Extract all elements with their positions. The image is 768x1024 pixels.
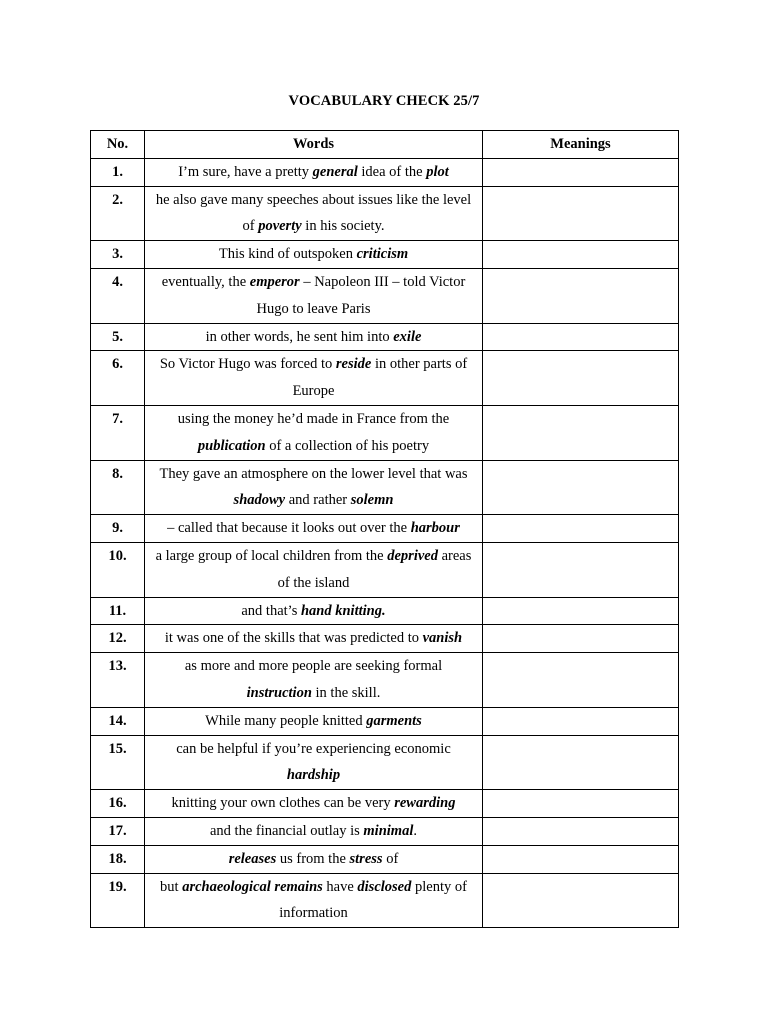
vocabulary-keyword: hardship bbox=[286, 767, 341, 784]
context-text: it was one of the skills that was predicted to bbox=[164, 630, 423, 647]
word-context-cell bbox=[145, 790, 483, 818]
vocabulary-keyword: stress bbox=[349, 850, 383, 867]
row-number: 11. bbox=[91, 597, 145, 625]
meaning-cell[interactable] bbox=[483, 351, 679, 406]
context-text: and that’s bbox=[241, 602, 301, 619]
meaning-cell[interactable] bbox=[483, 268, 679, 323]
row-number: 4. bbox=[91, 268, 145, 323]
table-row bbox=[91, 873, 679, 928]
meaning-cell[interactable] bbox=[483, 735, 679, 790]
word-context-cell bbox=[145, 268, 483, 323]
meaning-cell[interactable] bbox=[483, 817, 679, 845]
context-text: . bbox=[413, 822, 417, 839]
vocabulary-keyword: reside bbox=[335, 356, 372, 373]
vocabulary-keyword: deprived bbox=[387, 547, 438, 564]
row-number: 14. bbox=[91, 707, 145, 735]
context-text: in the skill. bbox=[311, 684, 381, 701]
context-text: eventually, the bbox=[161, 273, 250, 290]
context-text: have bbox=[322, 878, 358, 895]
vocabulary-keyword: harbour bbox=[410, 520, 460, 537]
vocabulary-keyword: plot bbox=[426, 163, 449, 180]
context-text: areas of the island bbox=[277, 547, 472, 591]
meaning-cell[interactable] bbox=[483, 845, 679, 873]
word-context-cell bbox=[145, 817, 483, 845]
vocabulary-keyword: solemn bbox=[350, 492, 394, 509]
vocabulary-keyword: exile bbox=[393, 328, 422, 345]
table-row bbox=[91, 817, 679, 845]
table-row bbox=[91, 515, 679, 543]
table-row bbox=[91, 790, 679, 818]
context-text: in his society. bbox=[301, 218, 385, 235]
meaning-cell[interactable] bbox=[483, 323, 679, 351]
context-text: in other parts of Europe bbox=[292, 356, 468, 400]
context-text: So Victor Hugo was forced to bbox=[159, 356, 336, 373]
meaning-cell[interactable] bbox=[483, 625, 679, 653]
table-row bbox=[91, 351, 679, 406]
table-row bbox=[91, 268, 679, 323]
meaning-cell[interactable] bbox=[483, 542, 679, 597]
row-number: 12. bbox=[91, 625, 145, 653]
table-row bbox=[91, 460, 679, 515]
row-number: 16. bbox=[91, 790, 145, 818]
context-text: can be helpful if you’re experiencing economic bbox=[176, 740, 451, 757]
row-number: 9. bbox=[91, 515, 145, 543]
table-row bbox=[91, 323, 679, 351]
word-context-cell bbox=[145, 735, 483, 790]
row-number: 17. bbox=[91, 817, 145, 845]
vocabulary-keyword: archaeological remains bbox=[182, 878, 323, 895]
context-text: of a collection of his poetry bbox=[265, 437, 430, 454]
row-number: 1. bbox=[91, 158, 145, 186]
vocabulary-keyword: general bbox=[312, 163, 358, 180]
table-header-row bbox=[91, 131, 679, 159]
context-text: of bbox=[382, 850, 399, 867]
word-context-cell bbox=[145, 460, 483, 515]
table-row bbox=[91, 597, 679, 625]
table-row bbox=[91, 241, 679, 269]
context-text: I’m sure, have a pretty bbox=[178, 163, 313, 180]
row-number: 5. bbox=[91, 323, 145, 351]
word-context-cell bbox=[145, 707, 483, 735]
vocabulary-keyword: minimal bbox=[363, 822, 414, 839]
context-text: They gave an atmosphere on the lower level that was bbox=[159, 465, 468, 482]
row-number: 18. bbox=[91, 845, 145, 873]
meaning-cell[interactable] bbox=[483, 707, 679, 735]
word-context-cell bbox=[145, 625, 483, 653]
meaning-cell[interactable] bbox=[483, 460, 679, 515]
meaning-cell[interactable] bbox=[483, 241, 679, 269]
meaning-cell[interactable] bbox=[483, 873, 679, 928]
meaning-cell[interactable] bbox=[483, 790, 679, 818]
vocabulary-table bbox=[90, 130, 679, 928]
row-number: 10. bbox=[91, 542, 145, 597]
word-context-cell bbox=[145, 542, 483, 597]
meaning-cell[interactable] bbox=[483, 597, 679, 625]
word-context-cell bbox=[145, 405, 483, 460]
word-context-cell bbox=[145, 515, 483, 543]
word-context-cell bbox=[145, 845, 483, 873]
meaning-cell[interactable] bbox=[483, 515, 679, 543]
table-row bbox=[91, 542, 679, 597]
meaning-cell[interactable] bbox=[483, 405, 679, 460]
vocabulary-keyword: rewarding bbox=[394, 795, 456, 812]
vocabulary-keyword: disclosed bbox=[357, 878, 412, 895]
context-text: and rather bbox=[285, 492, 351, 509]
table-row bbox=[91, 186, 679, 241]
vocabulary-keyword: garments bbox=[366, 712, 422, 729]
context-text: knitting your own clothes can be very bbox=[171, 795, 395, 812]
context-text: a large group of local children from the bbox=[155, 547, 388, 564]
meaning-cell[interactable] bbox=[483, 186, 679, 241]
row-number: 6. bbox=[91, 351, 145, 406]
vocabulary-keyword: instruction bbox=[246, 684, 312, 701]
table-body bbox=[91, 158, 679, 927]
row-number: 3. bbox=[91, 241, 145, 269]
context-text: he also gave many speeches about issues like the level of bbox=[155, 191, 472, 235]
context-text: us from the bbox=[276, 850, 350, 867]
word-context-cell bbox=[145, 873, 483, 928]
table-row bbox=[91, 735, 679, 790]
vocabulary-keyword: releases bbox=[228, 850, 277, 867]
table-row bbox=[91, 625, 679, 653]
word-context-cell bbox=[145, 158, 483, 186]
row-number: 13. bbox=[91, 653, 145, 708]
table-row bbox=[91, 845, 679, 873]
table-row bbox=[91, 405, 679, 460]
table-row bbox=[91, 707, 679, 735]
vocabulary-keyword: criticism bbox=[356, 246, 409, 263]
context-text: – Napoleon III – told Victor Hugo to leave Paris bbox=[256, 273, 466, 317]
vocabulary-keyword: publication bbox=[197, 437, 266, 454]
context-text: but bbox=[160, 878, 183, 895]
context-text: and the financial outlay is bbox=[209, 822, 364, 839]
word-context-cell bbox=[145, 323, 483, 351]
context-text: using the money he’d made in France from the bbox=[177, 410, 450, 427]
row-number: 19. bbox=[91, 873, 145, 928]
word-context-cell bbox=[145, 241, 483, 269]
context-text: in other words, he sent him into bbox=[205, 328, 394, 345]
context-text: as more and more people are seeking formal bbox=[184, 658, 443, 675]
word-context-cell bbox=[145, 597, 483, 625]
context-text: idea of the bbox=[357, 163, 427, 180]
context-text: plenty of information bbox=[279, 878, 467, 922]
context-text: – called that because it looks out over the bbox=[167, 520, 411, 537]
vocabulary-keyword: hand knitting. bbox=[300, 602, 386, 619]
vocabulary-keyword: emperor bbox=[249, 273, 300, 290]
word-context-cell bbox=[145, 653, 483, 708]
context-text: This kind of outspoken bbox=[218, 246, 357, 263]
header-meanings: Meanings bbox=[483, 131, 679, 159]
word-context-cell bbox=[145, 186, 483, 241]
vocabulary-keyword: vanish bbox=[422, 630, 463, 647]
row-number: 15. bbox=[91, 735, 145, 790]
page-title: VOCABULARY CHECK 25/7 bbox=[288, 93, 480, 109]
row-number: 2. bbox=[91, 186, 145, 241]
header-words: Words bbox=[145, 131, 483, 159]
row-number: 7. bbox=[91, 405, 145, 460]
header-no: No. bbox=[91, 131, 145, 159]
row-number: 8. bbox=[91, 460, 145, 515]
table-row bbox=[91, 158, 679, 186]
word-context-cell bbox=[145, 351, 483, 406]
vocabulary-keyword: shadowy bbox=[233, 492, 286, 509]
table-row bbox=[91, 653, 679, 708]
context-text: While many people knitted bbox=[205, 712, 367, 729]
meaning-cell[interactable] bbox=[483, 653, 679, 708]
vocabulary-keyword: poverty bbox=[258, 218, 302, 235]
meaning-cell[interactable] bbox=[483, 158, 679, 186]
